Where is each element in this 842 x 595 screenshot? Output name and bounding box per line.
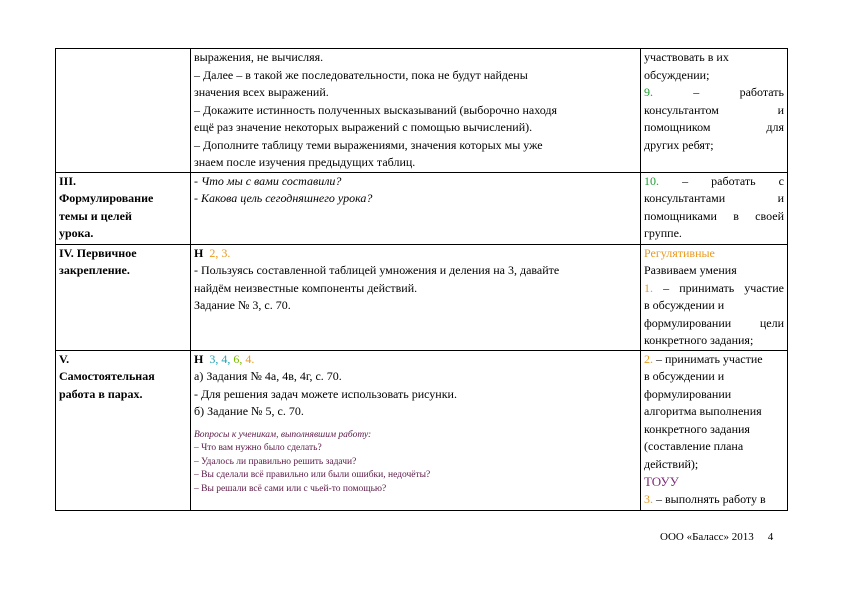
skill-line: других ребят; — [644, 137, 714, 152]
skill-line: 3. – выполнять работу в — [644, 491, 766, 506]
skill-line: действий); — [644, 456, 699, 471]
content-cell — [191, 244, 641, 350]
skill-line: 2. – принимать участие — [644, 351, 763, 366]
skills-cell — [641, 172, 788, 244]
content-line: а) Задания № 4а, 4в, 4г, с. 70. — [194, 369, 342, 383]
footer-company: ООО «Баласс» 2013 — [660, 531, 754, 543]
lesson-table — [55, 48, 788, 511]
level-line — [194, 245, 637, 263]
skill-line: формулировании цели — [644, 315, 784, 330]
table-row — [56, 172, 788, 244]
question-line: – Вы решали всё сами или с чьей-то помощью? — [194, 483, 387, 494]
content-line: – Далее – в такой же последовательности, пока не будут найдены — [194, 67, 528, 82]
skill-line: в обсуждении и — [644, 369, 725, 383]
question-line: - Какова цель сегодняшнего урока? — [194, 191, 373, 205]
skill-number: 9. — [644, 85, 653, 99]
skill-line: алгоритма выполнения — [644, 404, 762, 418]
content-line: – Дополните таблицу теми выражениями, значения которых мы уже — [194, 137, 543, 152]
skill-line: обсуждении; — [644, 67, 710, 82]
level-marker: Н — [194, 245, 204, 260]
question-line: – Вы сделали всё правильно или были ошибки, недочёты? — [194, 470, 431, 480]
skill-line: Развиваем умения — [644, 263, 737, 277]
content-line: - Для решения задач можете использовать рисунки. — [194, 386, 457, 401]
stage-cell — [56, 350, 191, 510]
content-line: значения всех выражений. — [194, 85, 329, 99]
skill-number: 10. — [644, 173, 659, 188]
stage-line: закрепление. — [59, 263, 130, 277]
page-number: 4 — [767, 531, 774, 543]
task-number: 3, — [209, 351, 219, 366]
content-line: знаем после изучения предыдущих таблиц. — [194, 155, 416, 169]
skill-line: конкретного задания; — [644, 333, 754, 347]
stage-line: III. — [59, 173, 77, 188]
content-cell — [191, 49, 641, 173]
content-line: ещё раз значение некоторых выражений с помощью вычислений). — [194, 120, 533, 134]
table-row — [56, 244, 788, 350]
task-number: 4. — [245, 351, 255, 366]
task-number: 4, — [221, 351, 231, 366]
stage-line: работа в парах. — [59, 386, 143, 401]
question-line: – Удалось ли правильно решить задачи? — [194, 456, 357, 467]
content-cell — [191, 172, 641, 244]
skill-line: конкретного задания — [644, 421, 750, 436]
stage-cell — [56, 172, 191, 244]
content-line: – Докажите истинность полученных высказываний (выборочно находя — [194, 102, 558, 117]
category-label: ТОУУ — [644, 474, 679, 489]
stage-cell — [56, 49, 191, 173]
skill-number: 2. — [644, 351, 653, 366]
skill-line: помощниками в своей — [644, 208, 784, 223]
skills-cell — [641, 49, 788, 173]
content-line: выражения, не вычисляя. — [194, 50, 324, 64]
table-row — [56, 49, 788, 173]
level-line — [194, 351, 637, 369]
skill-line: 9. – работать — [644, 85, 784, 99]
skill-line: участвовать в их — [644, 50, 729, 64]
category-label: Регулятивные — [644, 245, 715, 260]
stage-line: V. — [59, 351, 70, 366]
skill-line: в обсуждении и — [644, 298, 725, 312]
content-line: б) Задание № 5, с. 70. — [194, 404, 304, 418]
skill-line: (составление плана — [644, 439, 744, 453]
stage-line: темы и целей — [59, 208, 132, 223]
task-number: 3. — [221, 245, 231, 260]
skill-line: консультантом и — [644, 102, 784, 117]
task-number: 2, — [209, 245, 219, 260]
task-number: 6, — [233, 351, 243, 366]
content-line: найдём неизвестные компоненты действий. — [194, 280, 418, 295]
stage-line: Самостоятельная — [59, 369, 155, 383]
content-cell — [191, 350, 641, 510]
skill-line: 1. – принимать участие — [644, 280, 784, 295]
skill-line: 10. – работать с — [644, 173, 784, 188]
skill-line: формулировании — [644, 386, 732, 401]
content-line: - Пользуясь составленной таблицей умножения и деления на 3, давайте — [194, 263, 560, 277]
question-line: - Что мы с вами составили? — [194, 173, 342, 188]
skills-cell — [641, 244, 788, 350]
skill-line: группе. — [644, 226, 682, 240]
page-footer — [660, 531, 773, 543]
stage-line: урока. — [59, 226, 94, 240]
table-row — [56, 350, 788, 510]
skill-number: 1. — [644, 280, 653, 295]
stage-line: IV. Первичное — [59, 245, 137, 260]
skill-line: консультантами и — [644, 191, 784, 205]
level-marker: Н — [194, 351, 204, 366]
skill-number: 3. — [644, 491, 653, 506]
content-line: Задание № 3, с. 70. — [194, 298, 291, 312]
question-line: – Что вам нужно было сделать? — [194, 443, 322, 453]
questions-title: Вопросы к ученикам, выполнявшим работу: — [194, 429, 372, 440]
stage-cell — [56, 244, 191, 350]
skills-cell — [641, 350, 788, 510]
skill-line: помощником для — [644, 120, 784, 134]
stage-line: Формулирование — [59, 191, 154, 205]
